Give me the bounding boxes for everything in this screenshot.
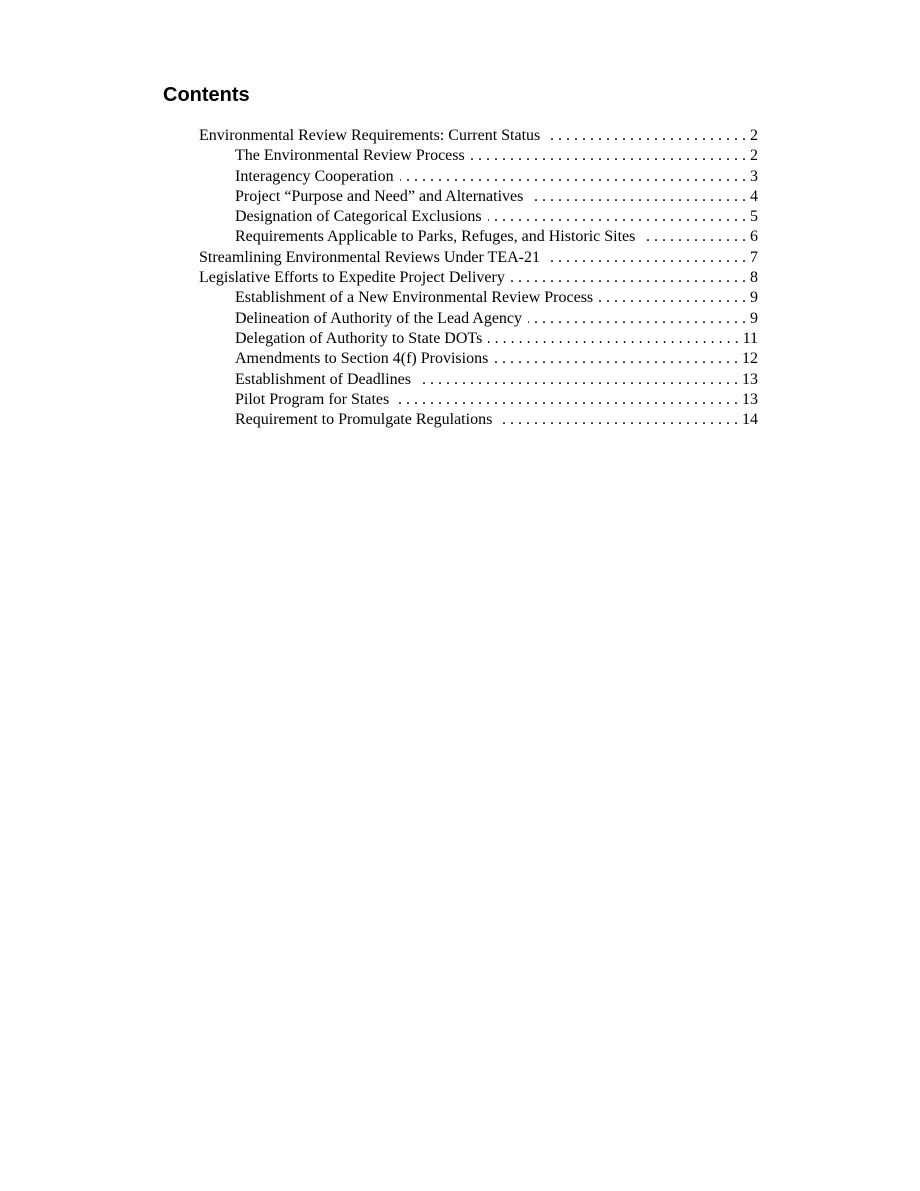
toc-page-number: 13 — [742, 390, 758, 408]
toc-dot-leader — [400, 167, 746, 187]
toc-dot-leader — [498, 410, 738, 430]
toc-subsection-entry — [199, 309, 758, 329]
toc-dot-leader — [599, 288, 746, 308]
toc-page-number: 5 — [750, 208, 758, 226]
toc-entry-title: Environmental Review Requirements: Current Status — [199, 127, 541, 144]
toc-page-number: 11 — [742, 329, 758, 347]
toc-subsection-entry — [199, 146, 758, 166]
toc-subsection-entry — [199, 329, 758, 349]
toc-page-number: 8 — [750, 269, 758, 287]
toc-dot-leader — [528, 309, 746, 329]
toc-subsection-entry — [199, 227, 758, 247]
toc-entry-title: Legislative Efforts to Expedite Project Delivery — [199, 269, 505, 287]
toc-page-number: 7 — [750, 248, 758, 266]
toc-entry-title: Interagency Cooperation — [235, 167, 394, 185]
toc-page-number: 2 — [750, 127, 758, 144]
toc-entry-title: Delegation of Authority to State DOTs — [235, 329, 483, 347]
toc-page-number: 9 — [750, 309, 758, 327]
toc-section-entry — [199, 126, 758, 146]
table-of-contents — [199, 126, 758, 430]
toc-subsection-entry — [199, 370, 758, 390]
toc-dot-leader — [494, 349, 738, 369]
toc-entry-title: Pilot Program for States — [235, 390, 390, 408]
toc-subsection-entry — [199, 207, 758, 227]
toc-page-number: 4 — [750, 187, 758, 205]
toc-subsection-entry — [199, 187, 758, 207]
toc-entry-title: Establishment of Deadlines — [235, 370, 411, 388]
toc-subsection-entry — [199, 410, 758, 430]
toc-subsection-entry — [199, 167, 758, 187]
toc-dot-leader — [529, 187, 746, 207]
contents-heading: Contents — [163, 84, 250, 106]
toc-entry-title: Delineation of Authority of the Lead Agency — [235, 309, 523, 327]
toc-page-number: 6 — [750, 228, 758, 246]
toc-page-number: 14 — [742, 411, 758, 429]
toc-dot-leader — [511, 268, 746, 288]
toc-dot-leader — [546, 126, 746, 146]
toc-entry-title: Amendments to Section 4(f) Provisions — [235, 350, 489, 368]
toc-entry-title: The Environmental Review Process — [235, 147, 465, 165]
toc-page-number: 3 — [750, 167, 758, 185]
toc-dot-leader — [641, 227, 746, 247]
toc-dot-leader — [546, 248, 746, 268]
toc-page-number: 13 — [742, 370, 758, 388]
toc-dot-leader — [395, 390, 738, 410]
toc-entry-title: Project “Purpose and Need” and Alternatives — [235, 187, 524, 205]
toc-entry-title: Establishment of a New Environmental Review Process — [235, 289, 594, 307]
toc-subsection-entry — [199, 349, 758, 369]
toc-dot-leader — [417, 370, 738, 390]
toc-section-entry — [199, 248, 758, 268]
toc-dot-leader — [471, 146, 746, 166]
toc-entry-title: Designation of Categorical Exclusions — [235, 208, 482, 226]
toc-subsection-entry — [199, 288, 758, 308]
toc-page-number: 9 — [750, 289, 758, 307]
toc-dot-leader — [488, 329, 738, 349]
toc-entry-title: Requirement to Promulgate Regulations — [235, 411, 493, 429]
toc-subsection-entry — [199, 390, 758, 410]
toc-entry-title: Requirements Applicable to Parks, Refuges, and Historic Sites — [235, 228, 636, 246]
toc-page-number: 2 — [750, 147, 758, 165]
toc-page-number: 12 — [742, 350, 758, 368]
toc-dot-leader — [488, 207, 746, 227]
toc-entry-title: Streamlining Environmental Reviews Under TEA-21 — [199, 248, 540, 266]
toc-section-entry — [199, 268, 758, 288]
